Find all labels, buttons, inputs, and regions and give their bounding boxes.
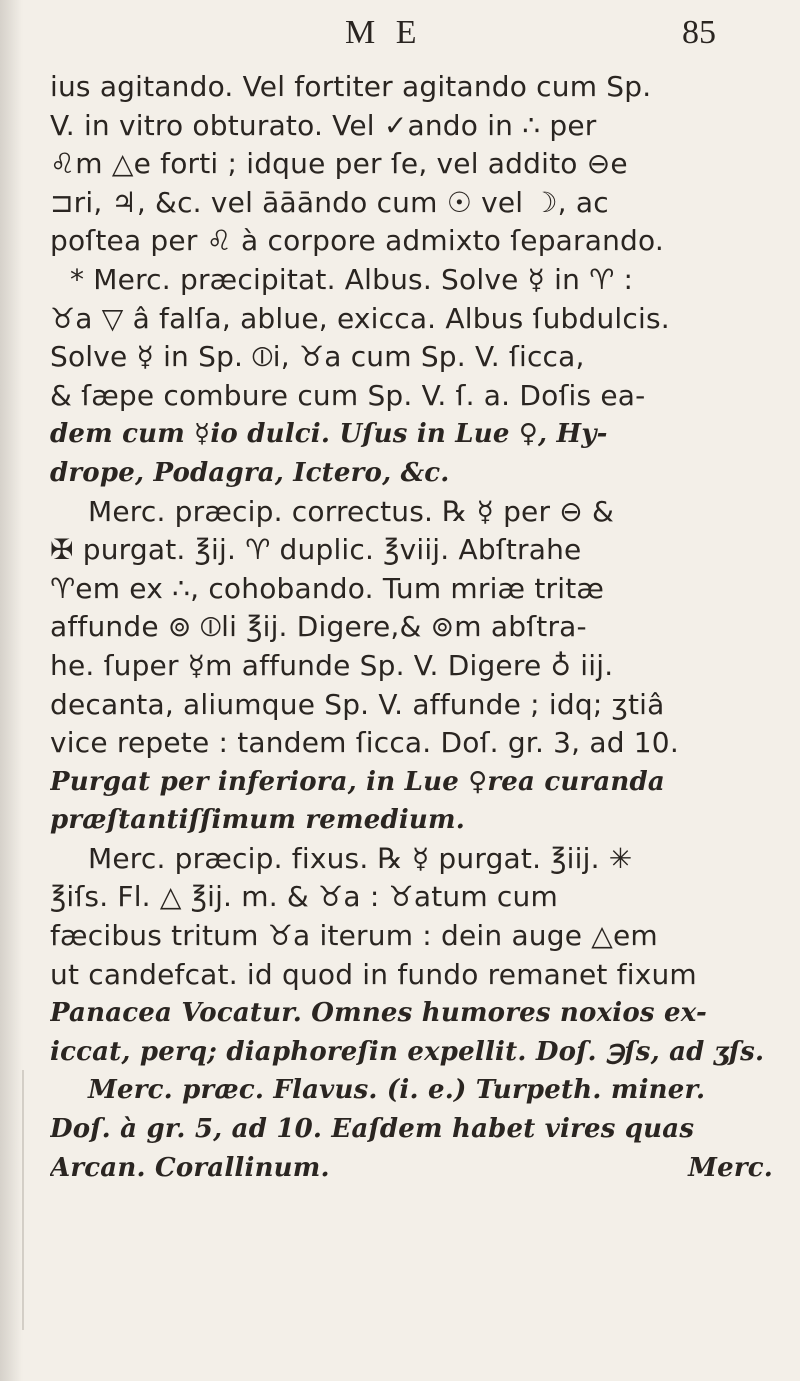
text-line: fæcibus tritum ♉a iterum : dein auge △em bbox=[50, 919, 658, 953]
text-line: * Merc. præcipitat. Albus. Solve ☿ in ♈ : bbox=[70, 262, 634, 296]
text-line: Doſ. à gr. 5, ad 10. Eaſdem habet vires quas bbox=[50, 1114, 695, 1145]
running-header bbox=[0, 14, 800, 58]
page-edge-mark bbox=[22, 1070, 24, 1330]
text-line: ius agitando. Vel fortiter agitando cum Sp. bbox=[50, 70, 652, 103]
text-line: he. ſuper ☿m affunde Sp. V. Digere ♁ iij. bbox=[50, 648, 614, 682]
running-title: M E bbox=[345, 14, 423, 51]
text-line: præſtantiſſimum remedium. bbox=[50, 805, 465, 836]
text-line: Merc. præcip. correctus. ℞ ☿ per ⊖ & bbox=[88, 494, 615, 528]
text-line: Merc. præc. Flavus. (i. e.) Turpeth. miner. bbox=[88, 1075, 706, 1106]
text-line: ⊐ri, ♃, &c. vel āāāndo cum ☉ vel ☽, ac bbox=[50, 185, 609, 219]
text-line: Solve ☿ in Sp. ⦶i, ♉a cum Sp. V. ſicca, bbox=[50, 340, 585, 374]
text-line: dem cum ☿io dulci. Uſus in Lue ♀, Hy- bbox=[50, 419, 608, 450]
text-line: Purgat per inferiora, in Lue ♀rea curanda bbox=[50, 766, 665, 797]
text-line: ♌m △e forti ; idque per ſe, vel addito ⊖e bbox=[50, 147, 628, 181]
text-line: ut candefcat. id quod in fundo remanet fixum bbox=[50, 957, 697, 991]
text-line: V. in vitro obturato. Vel ✓ando in ∴ per bbox=[50, 108, 597, 142]
text-line: ♈em ex ∴, cohobando. Tum mriæ tritæ bbox=[50, 571, 605, 605]
page-number: 85 bbox=[682, 14, 716, 51]
text-line: iccat, perq; diaphoreſin expellit. Doſ. ℈ſs, ad ʒſs. bbox=[50, 1036, 765, 1067]
text-line: ℥iſs. Fl. △ ℥ij. m. & ♉a : ♉atum cum bbox=[50, 880, 558, 914]
text-line: Panacea Vocatur. Omnes humores noxios ex- bbox=[50, 998, 707, 1029]
text-line: poſtea per ♌ à corpore admixto ſeparando. bbox=[50, 224, 664, 258]
catchword: Merc. bbox=[688, 1152, 773, 1183]
page-gutter-shadow bbox=[0, 0, 22, 1381]
text-line-with-catchword bbox=[50, 1149, 785, 1188]
page-body bbox=[50, 68, 785, 1187]
text-line: drope, Podagra, Ictero, &c. bbox=[50, 457, 450, 488]
text-line: affunde ⊚ ⦶li ℥ij. Digere,& ⊚m abſtra- bbox=[50, 610, 587, 644]
text-line: ♉a ▽ â falſa, ablue, exicca. Albus ſubdulcis. bbox=[50, 301, 670, 335]
text-line: vice repete : tandem ſicca. Doſ. gr. 3, ad 10. bbox=[50, 726, 679, 760]
text-line: & ſæpe combure cum Sp. V. ſ. a. Doſis ea- bbox=[50, 378, 646, 412]
text-line: Merc. præcip. fixus. ℞ ☿ purgat. ℥iij. ✳ bbox=[88, 841, 633, 875]
text-line: decanta, aliumque Sp. V. affunde ; idq; ʒtiâ bbox=[50, 687, 665, 721]
text-line: ✠ purgat. ℥ij. ♈ duplic. ℥viij. Abſtrahe bbox=[50, 533, 582, 567]
text-line-content: Arcan. Corallinum. bbox=[50, 1152, 330, 1183]
